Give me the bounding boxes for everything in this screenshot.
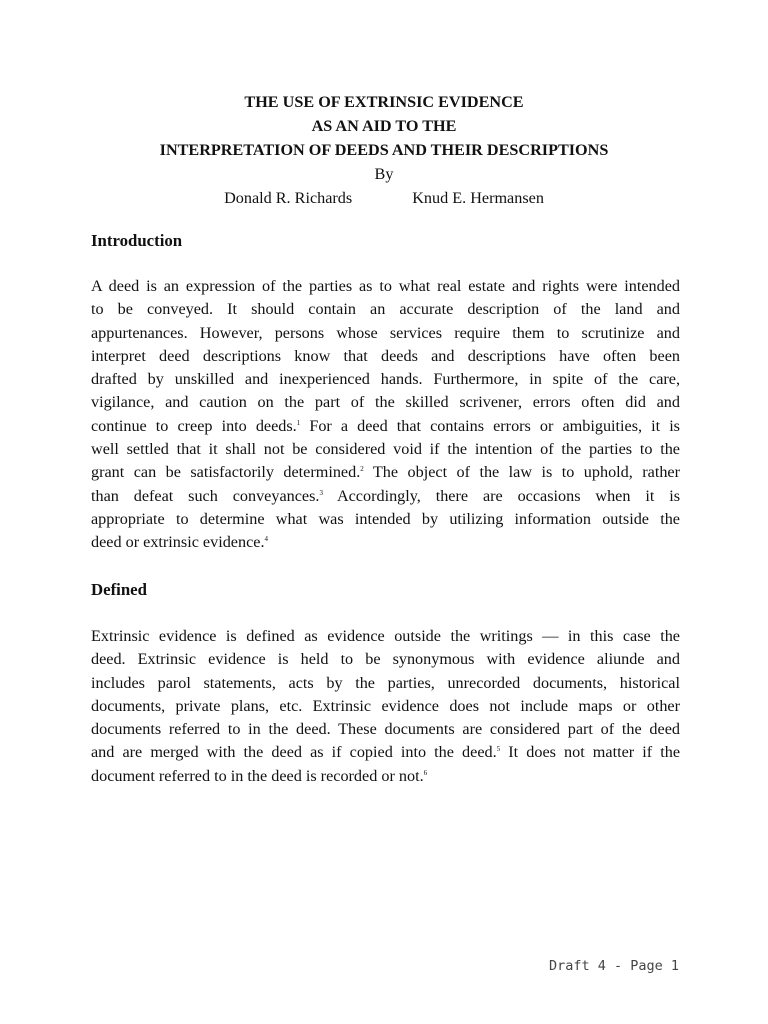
defined-line (91, 765, 680, 788)
defined-line: includes parol statements, acts by the parties, unrecorded documents, historical (91, 673, 680, 692)
introduction-paragraph (91, 275, 680, 555)
intro-text: deed or extrinsic evidence. (91, 533, 265, 552)
page-footer: Draft 4 - Page 1 (548, 958, 679, 974)
intro-text: For a deed that contains errors or ambiguities, it is (309, 416, 680, 435)
authors (0, 186, 768, 210)
intro-line (91, 461, 680, 484)
footnote-ref: 3 (319, 488, 323, 497)
defined-line: documents, private plans, etc. Extrinsic evidence does not include maps or other (91, 696, 680, 715)
defined-line: documents referred to in the deed. These documents are considered part of the deed (91, 720, 680, 739)
defined-line: Extrinsic evidence is defined as evidence outside the writings — in this case the (91, 627, 680, 645)
author-2: Knud E. Hermansen (412, 189, 544, 207)
intro-line: appurtenances. However, persons whose services require them to scrutinize and (91, 323, 680, 342)
footnote-ref: 5 (496, 745, 501, 754)
intro-text: Accordingly, there are occasions when it is (336, 486, 680, 505)
intro-line (91, 531, 680, 554)
section-heading-defined: Defined (91, 580, 147, 599)
author-1: Donald R. Richards (224, 189, 353, 207)
defined-text: document referred to in the deed is recorded or not. (91, 766, 424, 785)
intro-line: well settled that it shall not be considered void if the intention of the parties to the (91, 440, 680, 459)
intro-line: appropriate to determine what was intended by utilizing information outside the (91, 509, 680, 528)
defined-line (91, 741, 680, 764)
title-line-3: INTERPRETATION OF DEEDS AND THEIR DESCRIPTIONS (159, 141, 609, 159)
section-heading-introduction: Introduction (91, 231, 183, 250)
intro-line (91, 415, 680, 438)
intro-text: The object of the law is to uphold, rather (372, 463, 680, 482)
title-line-1: THE USE OF EXTRINSIC EVIDENCE (244, 93, 524, 111)
intro-line: interpret deed descriptions know that deeds and descriptions have often been (91, 346, 680, 365)
intro-line: vigilance, and caution on the part of the skilled scrivener, errors often did and (91, 393, 680, 412)
intro-text: grant can be satisfactorily determined. (91, 463, 361, 482)
title-line-2: AS AN AID TO THE (311, 117, 457, 135)
intro-line: drafted by unskilled and inexperienced hands. Furthermore, in spite of the care, (91, 370, 680, 389)
defined-paragraph (91, 625, 680, 788)
title-block (0, 90, 768, 210)
defined-line: deed. Extrinsic evidence is held to be synonymous with evidence aliunde and (91, 650, 680, 669)
intro-line: to be conveyed. It should contain an accurate description of the land and (91, 300, 680, 319)
footnote-ref: 4 (264, 535, 268, 544)
intro-line (91, 485, 680, 508)
intro-text: than defeat such conveyances. (91, 486, 320, 505)
defined-text: It does not matter if the (508, 743, 681, 762)
footnote-ref: 2 (360, 465, 364, 474)
defined-text: and are merged with the deed as if copied into the deed. (91, 743, 497, 762)
footnote-ref: 6 (423, 768, 428, 777)
intro-line: A deed is an expression of the parties as to what real estate and rights were intended (91, 277, 680, 295)
intro-text: continue to creep into deeds. (91, 416, 297, 435)
footnote-ref: 1 (296, 418, 301, 427)
byline: By (374, 165, 394, 183)
